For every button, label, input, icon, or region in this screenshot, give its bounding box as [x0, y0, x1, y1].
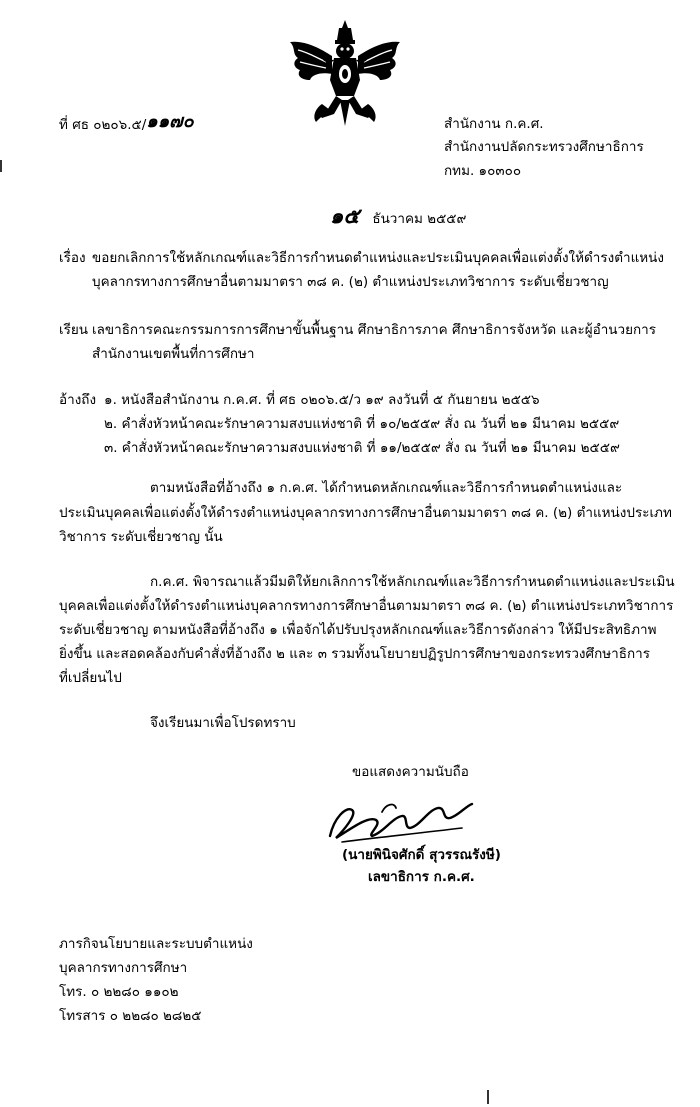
- signatory-name: (นายพินิจศักดิ์ สุวรรณรังษี): [342, 847, 501, 863]
- recipient-label: เรียน: [59, 322, 89, 338]
- phone-number: โทร. ๐ ๒๒๘๐ ๑๑๐๒: [59, 984, 179, 1000]
- body-paragraph-1-line: ตามหนังสือที่อ้างถึง ๑ ก.ค.ศ. ได้กำหนดหลักเกณฑ์และวิธีการกำหนดตำแหน่งและ: [150, 480, 623, 496]
- division-line-2: บุคลากรทางการศึกษา: [59, 960, 188, 976]
- subject-line-1: ขอยกเลิกการใช้หลักเกณฑ์และวิธีการกำหนดตำแหน่งและประเมินบุคคลเพื่อแต่งตั้งให้ดำรงตำแหน่ง: [92, 250, 665, 266]
- reference-prefix: ที่ ศธ ๐๒๐๖.๕/: [59, 117, 147, 133]
- recipient-line-2: สำนักงานเขตพื้นที่การศึกษา: [92, 346, 255, 362]
- reference-item: ๒. คำสั่งหัวหน้าคณะรักษาความสงบแห่งชาติ ที่ ๑๐/๒๕๕๙ สั่ง ณ วันที่ ๒๑ มีนาคม ๒๕๕๙: [104, 416, 620, 432]
- body-paragraph-1-line: วิชาการ ระดับเชี่ยวชาญ นั้น: [59, 529, 223, 545]
- office-line-3: กทม. ๑๐๓๐๐: [444, 163, 522, 179]
- reference-item: ๑. หนังสือสำนักงาน ก.ค.ศ. ที่ ศธ ๐๒๐๖.๕/ว ๑๙ ลงวันที่ ๕ กันยายน ๒๕๕๖: [104, 392, 540, 408]
- fax-number: โทรสาร ๐ ๒๒๘๐ ๒๘๒๕: [59, 1008, 202, 1024]
- body-paragraph-1-line: ประเมินบุคคลเพื่อแต่งตั้งให้ดำรงตำแหน่งบุคลากรทางการศึกษาอื่นตามมาตรา ๓๘ ค. (๒) ตำแหน่งประเภท: [59, 505, 672, 521]
- office-line-2: สำนักงานปลัดกระทรวงศึกษาธิการ: [444, 139, 644, 155]
- office-line-1: สำนักงาน ก.ค.ศ.: [444, 116, 544, 132]
- references-label: อ้างถึง: [59, 392, 97, 408]
- date-month-year: ธันวาคม ๒๕๕๙: [372, 211, 467, 227]
- reference-item: ๓. คำสั่งหัวหน้าคณะรักษาความสงบแห่งชาติ ที่ ๑๑/๒๕๕๙ สั่ง ณ วันที่ ๒๑ มีนาคม ๒๕๕๙: [104, 440, 620, 456]
- closing-sentence: จึงเรียนมาเพื่อโปรดทราบ: [150, 715, 296, 731]
- body-paragraph-2-line: ก.ค.ศ. พิจารณาแล้วมีมติให้ยกเลิกการใช้หลักเกณฑ์และวิธีการกำหนดตำแหน่งและประเมิน: [150, 574, 675, 590]
- recipient-line-1: เลขาธิการคณะกรรมการการศึกษาขั้นพื้นฐาน ศึกษาธิการภาค ศึกษาธิการจังหวัด และผู้อำนวยการ: [92, 322, 657, 338]
- subject-line-2: บุคลากรทางการศึกษาอื่นตามมาตรา ๓๘ ค. (๒) ตำแหน่งประเภทวิชาการ ระดับเชี่ยวชาญ: [92, 274, 609, 290]
- handwritten-signature: [312, 798, 484, 850]
- division-line-1: ภารกิจนโยบายและระบบตำแหน่ง: [59, 936, 253, 952]
- date-day-handwritten: ๑๕: [330, 203, 360, 228]
- body-paragraph-2-line: ที่เปลี่ยนไป: [59, 670, 122, 686]
- regards-text: ขอแสดงความนับถือ: [352, 764, 469, 780]
- body-paragraph-2-line: ระดับเชี่ยวชาญ ตามหนังสือที่อ้างถึง ๑ เพื่อจักได้ปรับปรุงหลักเกณฑ์และวิธีการดังกล่าว ให้มีประสิทธิภาพ: [59, 622, 657, 638]
- letter-date: [330, 200, 466, 233]
- garuda-emblem: [282, 18, 408, 128]
- scan-edge-mark: [0, 160, 2, 172]
- subject-label: เรื่อง: [59, 250, 86, 266]
- reference-number: [59, 111, 194, 135]
- scan-edge-mark: [487, 1090, 489, 1104]
- body-paragraph-2-line: ยิ่งขึ้น และสอดคล้องกับคำสั่งที่อ้างถึง ๒ และ ๓ รวมทั้งนโยบายปฏิรูปการศึกษาของกระทรวงศึกษาธิการ: [59, 646, 650, 662]
- body-paragraph-2-line: บุคคลเพื่อแต่งตั้งให้ดำรงตำแหน่งบุคลากรทางการศึกษาอื่นตามมาตรา ๓๘ ค. (๒) ตำแหน่งประเภทวิชาการ: [59, 598, 674, 614]
- signatory-position: เลขาธิการ ก.ค.ศ.: [368, 869, 475, 885]
- reference-handwritten-number: ๑๑๗๐: [146, 111, 194, 132]
